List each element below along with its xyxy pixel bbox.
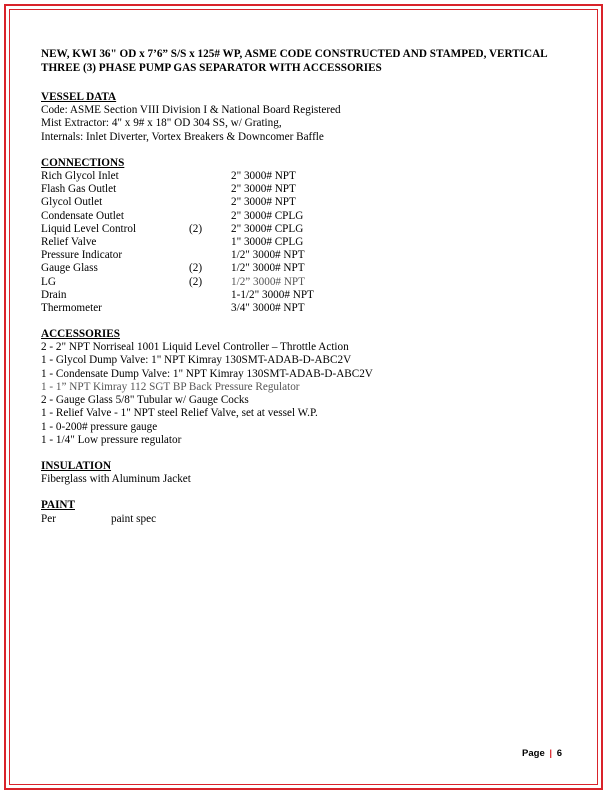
title-line-2: THREE (3) PHASE PUMP GAS SEPARATOR WITH ACCESSORIES [41,61,382,74]
accessories-heading: ACCESSORIES [41,328,120,341]
connection-qty [189,210,231,223]
paint-col-1: Per [41,512,56,525]
list-item: 1 - 1” NPT Kimray 112 SGT BP Back Pressure Regulator [41,380,300,393]
list-item: 1 - Condensate Dump Valve: 1" NPT Kimray 130SMT-ADAB-D-ABC2V [41,367,373,380]
connection-row [41,170,571,183]
connection-name: Flash Gas Outlet [41,183,117,196]
paint-row [41,513,571,526]
accessories-list [41,341,571,447]
list-item: 1 - 1/4" Low pressure regulator [41,433,182,446]
connection-row [41,223,571,236]
connection-row [41,210,571,223]
connection-qty [189,289,231,302]
connection-qty [189,302,231,315]
connection-spec: 2" 3000# NPT [231,170,296,183]
connection-name: Relief Valve [41,235,97,248]
connection-row [41,262,571,275]
insulation-text: Fiberglass with Aluminum Jacket [41,473,191,486]
page-label: Page [522,748,545,759]
connection-name: Glycol Outlet [41,196,103,209]
connection-spec: 1/2" 3000# NPT [231,249,305,262]
connection-qty: (2) [189,262,203,275]
connection-qty [189,183,231,196]
list-item: 2 - Gauge Glass 5/8" Tubular w/ Gauge Cocks [41,394,249,407]
connection-qty [189,196,231,209]
connection-name: Rich Glycol Inlet [41,170,119,183]
connection-qty [189,170,231,183]
connection-name: Thermometer [41,301,102,314]
connection-qty [189,249,231,262]
vessel-data-section [41,104,571,144]
connection-name: Liquid Level Control [41,222,137,235]
connection-row [41,249,571,262]
connection-name: LG [41,275,56,288]
connection-name: Condensate Outlet [41,209,124,222]
connection-spec: 1" 3000# CPLG [231,235,304,248]
connection-row [41,276,571,289]
list-item: 1 - 0-200# pressure gauge [41,420,158,433]
connection-row [41,183,571,196]
connection-name: Gauge Glass [41,262,98,275]
connection-name: Pressure Indicator [41,249,123,262]
connection-row [41,289,571,302]
document-body [41,48,571,526]
connection-spec: 2" 3000# NPT [231,183,296,196]
connection-spec: 2" 3000# CPLG [231,209,304,222]
vessel-code-line: Code: ASME Section VIII Division I & National Board Registered [41,104,341,117]
document-title [41,48,571,75]
vessel-mist-extractor-line: Mist Extractor: 4" x 9# x 18" OD 304 SS, w/ Grating, [41,117,282,130]
list-item: 2 - 2" NPT Norriseal 1001 Liquid Level Controller – Throttle Action [41,341,349,354]
page-separator: | [549,748,553,759]
connection-row [41,236,571,249]
connections-heading: CONNECTIONS [41,156,125,169]
page-footer [522,748,562,759]
connection-name: Drain [41,288,67,301]
connection-spec: 3/4" 3000# NPT [231,301,305,314]
connection-qty: (2) [189,275,203,288]
vessel-internals-line: Internals: Inlet Diverter, Vortex Breakers & Downcomer Baffle [41,130,324,143]
connection-spec: 1/2” 3000# NPT [231,275,305,288]
vessel-data-heading: VESSEL DATA [41,91,117,103]
connection-spec: 2" 3000# NPT [231,196,296,209]
insulation-heading: INSULATION [41,459,112,472]
connection-spec: 2" 3000# CPLG [231,222,304,235]
connection-row [41,302,571,315]
connection-spec: 1/2" 3000# NPT [231,262,305,275]
connection-spec: 1-1/2" 3000# NPT [231,288,314,301]
list-item: 1 - Relief Valve - 1" NPT steel Relief Valve, set at vessel W.P. [41,407,318,420]
connections-table [41,170,571,315]
title-line-1: NEW, KWI 36" OD x 7’6” S/S x 125# WP, ASME CODE CONSTRUCTED AND STAMPED, VERTICAL [41,48,548,60]
paint-heading: PAINT [41,499,75,512]
connection-row [41,196,571,209]
paint-col-2: paint spec [111,512,157,525]
page-number: 6 [556,748,562,759]
connection-qty: (2) [189,222,203,235]
list-item: 1 - Glycol Dump Valve: 1" NPT Kimray 130SMT-ADAB-D-ABC2V [41,354,352,367]
connection-qty [189,236,231,249]
